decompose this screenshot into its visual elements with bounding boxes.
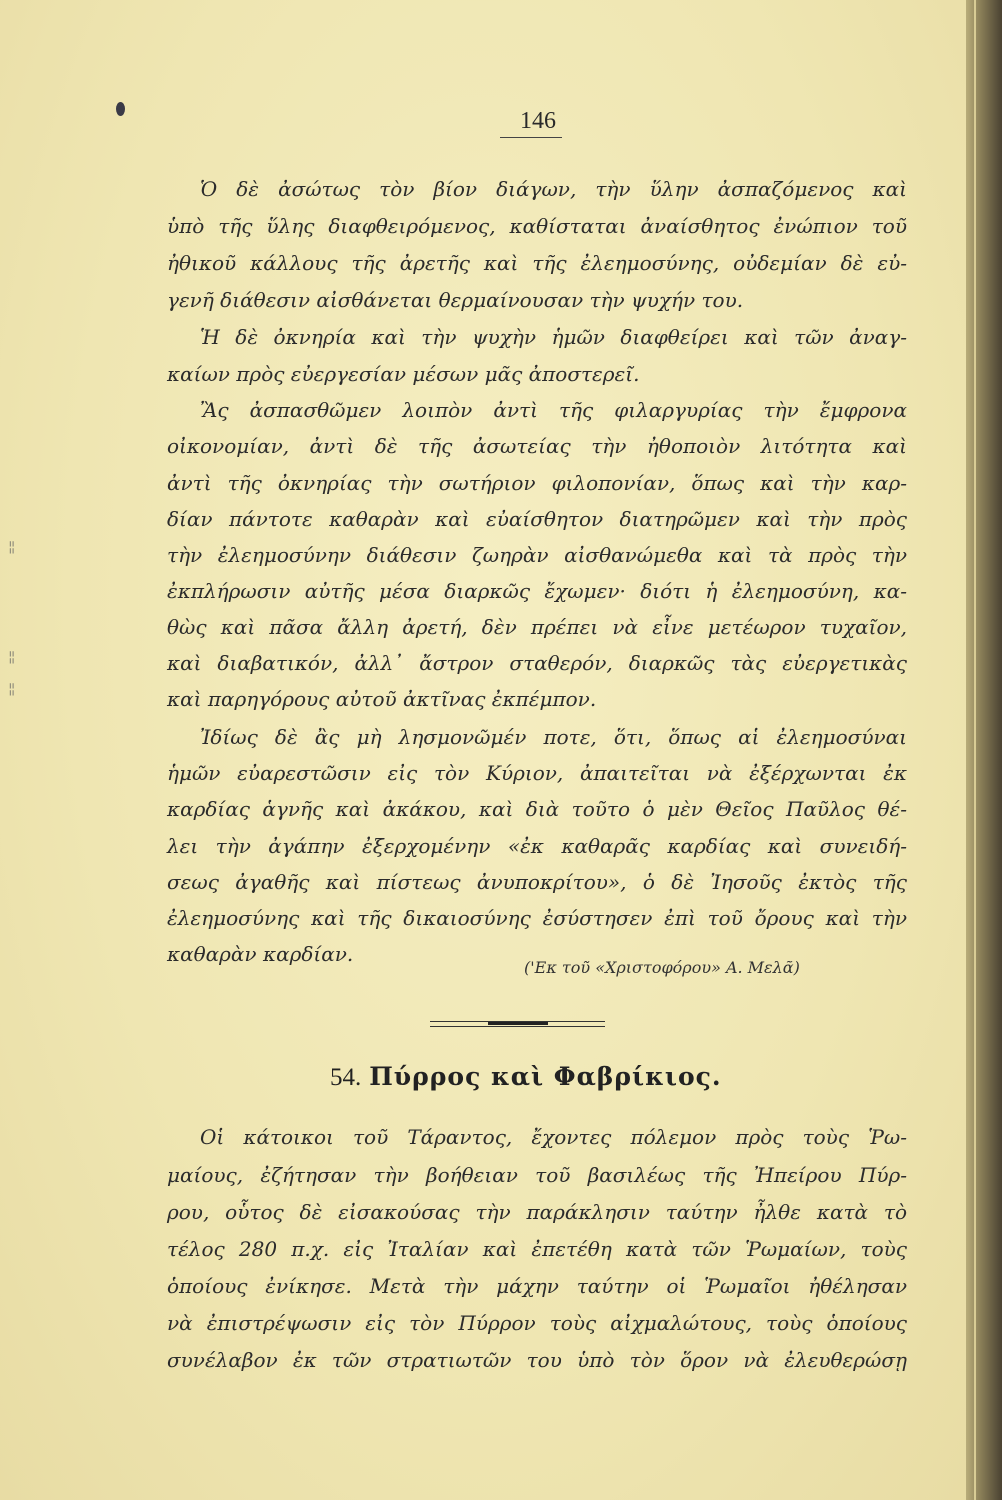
text-line: καθαρὰν καρδίαν. bbox=[167, 942, 354, 966]
book-binding-edge bbox=[966, 0, 1002, 1500]
section-title: Πύρρος καὶ Φαβρίκιος. bbox=[369, 1062, 722, 1091]
page-number-rule bbox=[500, 137, 562, 138]
text-line: ἠθικοῦ κάλλους τῆς ἀρετῆς καὶ τῆς ἐλεημοσύνης, οὐδεμίαν δὲ εὐ- bbox=[167, 251, 907, 275]
page-number: 146 bbox=[520, 108, 556, 134]
text-line: καίων πρὸς εὐεργεσίαν μέσων μᾶς ἀποστερεῖ. bbox=[167, 362, 640, 386]
text-line: θὼς καὶ πᾶσα ἄλλη ἀρετή, δὲν πρέπει νὰ εἶνε μετέωρον τυχαῖον, bbox=[167, 615, 907, 639]
text-line: γενῆ διάθεσιν αἰσθάνεται θερμαίνουσαν τὴν ψυχήν του. bbox=[167, 288, 744, 312]
text-line: λει τὴν ἀγάπην ἐξερχομένην «ἐκ καθαρᾶς καρδίας καὶ συνειδή- bbox=[167, 834, 907, 858]
text-line: Ἂς ἀσπασθῶμεν λοιπὸν ἀντὶ τῆς φιλαργυρίας τὴν ἔμφρονα bbox=[200, 398, 907, 422]
section-heading bbox=[330, 1062, 780, 1092]
text-line: νὰ ἐπιστρέψωσιν εἰς τὸν Πύρρον τοὺς αἰχμαλώτους, τοὺς ὁποίους bbox=[167, 1311, 907, 1335]
text-line: δίαν πάντοτε καθαρὰν καὶ εὐαίσθητον διατηρῶμεν καὶ τὴν πρὸς bbox=[167, 507, 907, 531]
punch-hole bbox=[116, 102, 125, 116]
text-line: ἐλεημοσύνης καὶ τῆς δικαιοσύνης ἐσύστησεν ἐπὶ τοῦ ὄρους καὶ τὴν bbox=[167, 906, 907, 930]
text-line: οἰκονομίαν, ἀντὶ δὲ τῆς ἀσωτείας τὴν ἠθοποιὸν λιτότητα καὶ bbox=[167, 434, 907, 458]
section-divider bbox=[430, 1021, 605, 1027]
text-line: Ὁ δὲ ἀσώτως τὸν βίον διάγων, τὴν ὕλην ἀσπαζόμενος καὶ bbox=[200, 177, 907, 201]
text-line: καὶ παρηγόρους αὐτοῦ ἀκτῖνας ἐκπέμπον. bbox=[167, 687, 597, 711]
text-line: μαίους, ἐζήτησαν τὴν βοήθειαν τοῦ βασιλέως τῆς Ἠπείρου Πύρ- bbox=[167, 1163, 907, 1187]
margin-mark: ¦¦ bbox=[8, 649, 14, 665]
text-line: ρου, οὗτος δὲ εἰσακούσας τὴν παράκλησιν ταύτην ἦλθε κατὰ τὸ bbox=[167, 1200, 907, 1224]
text-line: ἐκπλήρωσιν αὐτῆς μέσα διαρκῶς ἔχωμεν· διότι ἡ ἐλεημοσύνη, κα- bbox=[167, 579, 907, 603]
margin-mark: ¦¦ bbox=[8, 681, 14, 697]
text-line: σεως ἀγαθῆς καὶ πίστεως ἀνυποκρίτου», ὁ δὲ Ἰησοῦς ἐκτὸς τῆς bbox=[167, 870, 907, 894]
text-line: καρδίας ἁγνῆς καὶ ἀκάκου, καὶ διὰ τοῦτο ὁ μὲν Θεῖος Παῦλος θέ- bbox=[167, 797, 907, 821]
text-line: Οἱ κάτοικοι τοῦ Τάραντος, ἔχοντες πόλεμον πρὸς τοὺς Ῥω- bbox=[200, 1125, 907, 1149]
text-line: τὴν ἐλεημοσύνην διάθεσιν ζωηρὰν αἰσθανώμεθα καὶ τὰ πρὸς τὴν bbox=[167, 543, 907, 567]
text-line: τέλος 280 π.χ. εἰς Ἰταλίαν καὶ ἐπετέθη κατὰ τῶν Ῥωμαίων, τοὺς bbox=[167, 1237, 907, 1261]
text-line: ἀντὶ τῆς ὀκνηρίας τὴν σωτήριον φιλοπονίαν, ὅπως καὶ τὴν καρ- bbox=[167, 471, 907, 495]
text-line: Ἰδίως δὲ ἂς μὴ λησμονῶμέν ποτε, ὅτι, ὅπως αἱ ἐλεημοσύναι bbox=[200, 725, 907, 749]
text-line: Ἡ δὲ ὀκνηρία καὶ τὴν ψυχὴν ἡμῶν διαφθείρει καὶ τῶν ἀναγ- bbox=[200, 325, 907, 349]
text-line: ἡμῶν εὐαρεστῶσιν εἰς τὸν Κύριον, ἀπαιτεῖται νὰ ἐξέρχωνται ἐκ bbox=[167, 761, 907, 785]
text-line: ὑπὸ τῆς ὕλης διαφθειρόμενος, καθίσταται ἀναίσθητος ἐνώπιον τοῦ bbox=[167, 214, 907, 238]
text-line: ὁποίους ἐνίκησε. Μετὰ τὴν μάχην ταύτην οἱ Ῥωμαῖοι ἠθέλησαν bbox=[167, 1274, 907, 1298]
text-line: καὶ διαβατικόν, ἀλλ᾽ ἄστρον σταθερόν, διαρκῶς τὰς εὐεργετικὰς bbox=[167, 651, 907, 675]
margin-mark: ¦¦ bbox=[8, 539, 14, 555]
section-number: 54. bbox=[330, 1064, 362, 1091]
attribution: ('Εκ τοῦ «Χριστοφόρου» Α. Μελᾶ) bbox=[524, 958, 800, 977]
text-line: συνέλαβον ἐκ τῶν στρατιωτῶν του ὑπὸ τὸν ὅρον νὰ ἐλευθερώσῃ bbox=[167, 1348, 907, 1372]
